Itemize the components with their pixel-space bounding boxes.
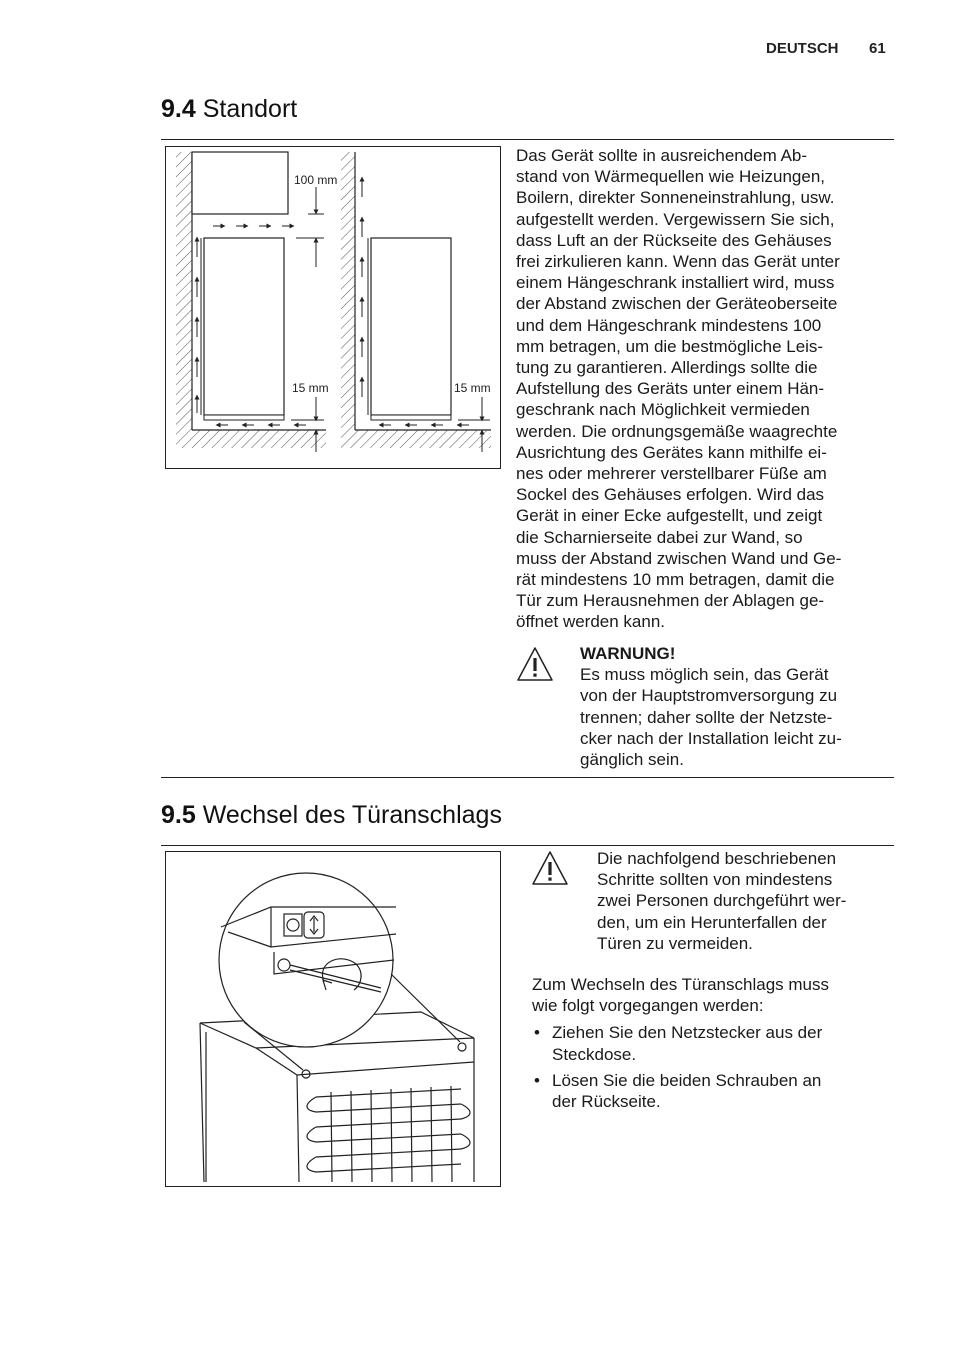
warning-text-line: von der Hauptstromversorgung zu [580, 686, 838, 706]
section-number: 9.5 [161, 801, 196, 829]
body-text-line: werden. Die ordnungsgemäße waagrechte [516, 421, 838, 441]
bottom-clearance-left-label: 15 mm [292, 381, 329, 395]
body-text-line: mm betragen, um die bestmögliche Leis- [516, 336, 824, 356]
caution-text-line: zwei Personen durchgeführt wer- [597, 891, 847, 911]
section-number: 9.4 [161, 95, 196, 123]
procedure-step-line: Lösen Sie die beiden Schrauben an [552, 1070, 822, 1090]
body-text-line: muss der Abstand zwischen Wand und Ge- [516, 548, 842, 568]
door-hinge-illustration [165, 851, 501, 1187]
caution-text [597, 848, 892, 954]
caution-text-line: Türen zu vermeiden. [597, 933, 753, 953]
body-text-line: tung zu garantieren. Allerdings sollte die [516, 358, 818, 378]
body-text-line: geschrank nach Möglichkeit vermieden [516, 400, 810, 420]
caution-text-line: Die nachfolgend beschriebenen [597, 849, 837, 868]
warning-title: WARNUNG! [580, 644, 676, 663]
caution-text-line: den, um ein Herunterfallen der [597, 912, 827, 932]
intro-text-line: wie folgt vorgegangen werden: [532, 996, 764, 1016]
section-rule [161, 845, 894, 846]
body-text-line: Sockel des Gehäuses erfolgen. Wird das [516, 485, 825, 505]
header-language: DEUTSCH [766, 40, 839, 57]
clearance-diagram [165, 146, 501, 469]
body-text-line: Gerät in einer Ecke aufgestellt, und zeigt [516, 506, 823, 526]
warning-text-line: cker nach der Installation leicht zu- [580, 728, 842, 748]
section-rule [161, 139, 894, 140]
body-text-line: die Scharnierseite dabei zur Wand, so [516, 527, 803, 547]
procedure-step-line: Ziehen Sie den Netzstecker aus der [552, 1023, 823, 1043]
body-text-line: stand von Wärmequellen wie Heizungen, [516, 167, 826, 187]
page-number: 61 [869, 40, 886, 57]
section-title-tueranschlag [161, 801, 502, 830]
procedure-step-line: Steckdose. [552, 1044, 637, 1064]
caution-icon [530, 849, 570, 887]
body-text-line: nes oder mehrerer verstellbarer Füße am [516, 464, 827, 484]
section-rule [161, 777, 894, 778]
body-text-line: öffnet werden kann. [516, 612, 666, 632]
body-text-line: der Abstand zwischen der Geräteoberseite [516, 294, 838, 314]
warning-box [580, 643, 890, 770]
top-clearance-label: 100 mm [294, 173, 338, 187]
body-text-line: Boilern, direkter Sonneneinstrahlung, usw. [516, 188, 835, 208]
body-text-line: aufgestellt werden. Vergewissern Sie sich, [516, 209, 835, 229]
body-text-line: rät mindestens 10 mm betragen, damit die [516, 570, 835, 590]
procedure-steps [532, 1022, 892, 1112]
section-title-text: Standort [202, 95, 298, 123]
procedure-step [532, 1022, 892, 1064]
warning-text-line: Es muss möglich sein, das Gerät [580, 665, 829, 685]
standort-body-text [516, 145, 894, 633]
intro-text-line: Zum Wechseln des Türanschlags muss [532, 975, 829, 994]
bottom-clearance-right-label: 15 mm [454, 381, 491, 395]
section-title-text: Wechsel des Türanschlags [202, 801, 502, 829]
body-text-line: und dem Hängeschrank mindestens 100 [516, 315, 822, 335]
warning-text-line: trennen; daher sollte der Netzste- [580, 707, 833, 727]
left-installation-drawing [176, 152, 337, 452]
caution-text-line: Schritte sollten von mindestens [597, 870, 833, 890]
body-text-line: Das Gerät sollte in ausreichendem Ab- [516, 146, 808, 165]
procedure-text [532, 974, 892, 1117]
body-text-line: Aufstellung des Geräts unter einem Hän- [516, 379, 825, 399]
warning-icon [515, 645, 555, 683]
right-installation-drawing [341, 152, 491, 452]
section-title-standort [161, 95, 297, 124]
body-text-line: einem Hängeschrank installiert wird, muss [516, 273, 835, 293]
body-text-line: frei zirkulieren kann. Wenn das Gerät unter [516, 252, 840, 272]
warning-text-line: gänglich sein. [580, 750, 684, 770]
procedure-step-line: der Rückseite. [552, 1092, 661, 1112]
procedure-step [532, 1070, 892, 1112]
body-text-line: dass Luft an der Rückseite des Gehäuses [516, 230, 832, 250]
body-text-line: Tür zum Herausnehmen der Ablagen ge- [516, 591, 825, 611]
body-text-line: Ausrichtung des Gerätes kann mithilfe ei- [516, 442, 827, 462]
